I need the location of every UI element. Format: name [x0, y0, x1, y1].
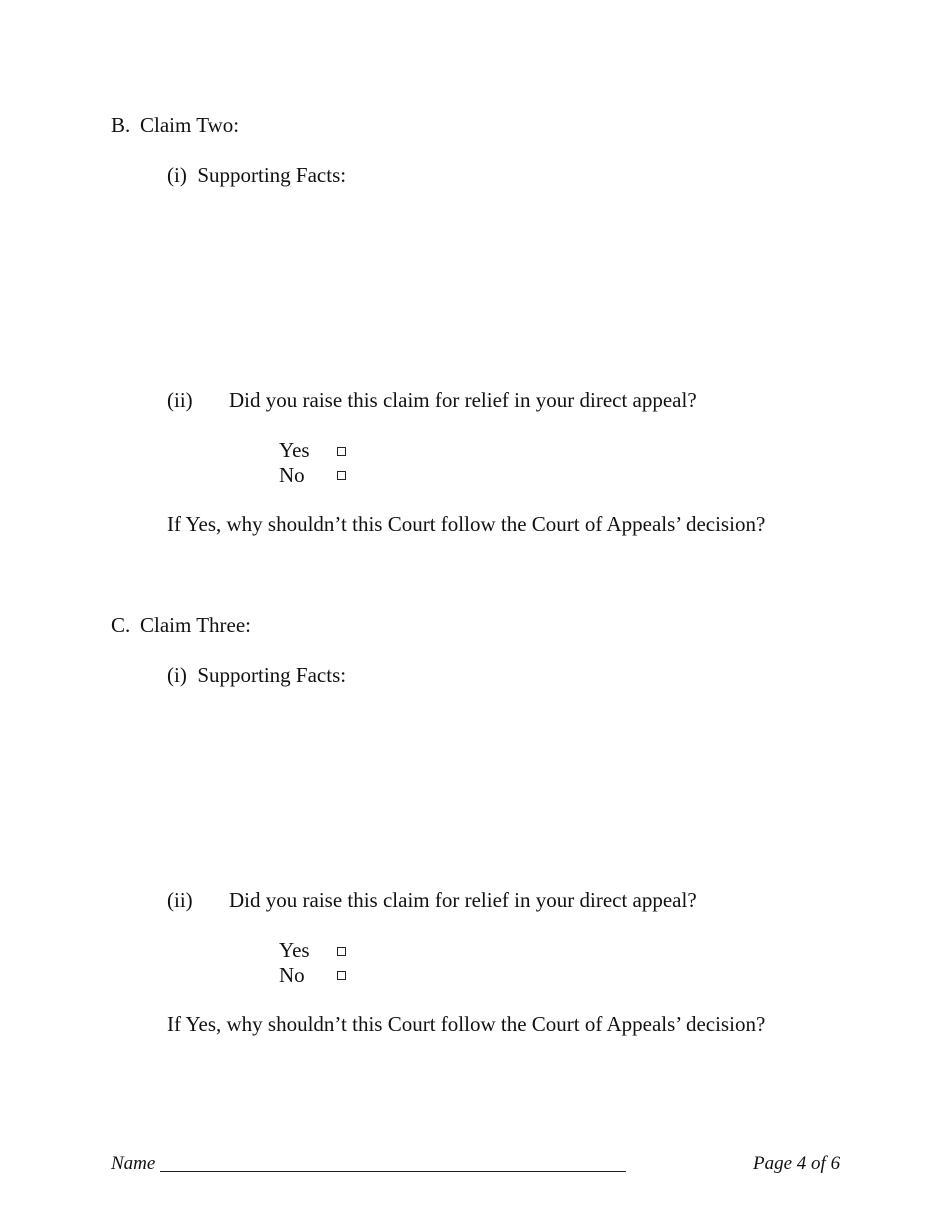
claim-b-heading: Claim Two:: [140, 113, 240, 137]
claim-b-supporting-facts: (i) Supporting Facts:: [167, 163, 347, 187]
claim-b-question-number: (ii): [167, 388, 193, 412]
footer-name-label: Name: [111, 1153, 156, 1174]
claim-b-followup-question: If Yes, why shouldn’t this Court follow the Court of Appeals’ decision?: [167, 512, 766, 536]
claim-b-question: Did you raise this claim for relief in your direct appeal?: [229, 388, 697, 412]
claim-b-heading-letter: B.: [111, 113, 131, 137]
claim-c-yes-checkbox[interactable]: [337, 947, 346, 956]
claim-b-yes-label: Yes: [279, 438, 310, 462]
claim-c-heading: Claim Three:: [140, 613, 251, 637]
claim-c-supporting-facts: (i) Supporting Facts:: [167, 663, 347, 687]
claim-c-no-checkbox[interactable]: [337, 971, 346, 980]
footer-page-number: Page 4 of 6: [753, 1153, 841, 1174]
claim-c-heading-letter: C.: [111, 613, 131, 637]
claim-c-followup-question: If Yes, why shouldn’t this Court follow the Court of Appeals’ decision?: [167, 1012, 766, 1036]
claim-c-yes-label: Yes: [279, 938, 310, 962]
name-signature-line[interactable]: [160, 1171, 626, 1172]
claim-c-no-label: No: [279, 963, 305, 987]
claim-b-no-label: No: [279, 463, 305, 487]
claim-b-no-checkbox[interactable]: [337, 471, 346, 480]
claim-c-question-number: (ii): [167, 888, 193, 912]
claim-c-question: Did you raise this claim for relief in your direct appeal?: [229, 888, 697, 912]
claim-b-yes-checkbox[interactable]: [337, 447, 346, 456]
